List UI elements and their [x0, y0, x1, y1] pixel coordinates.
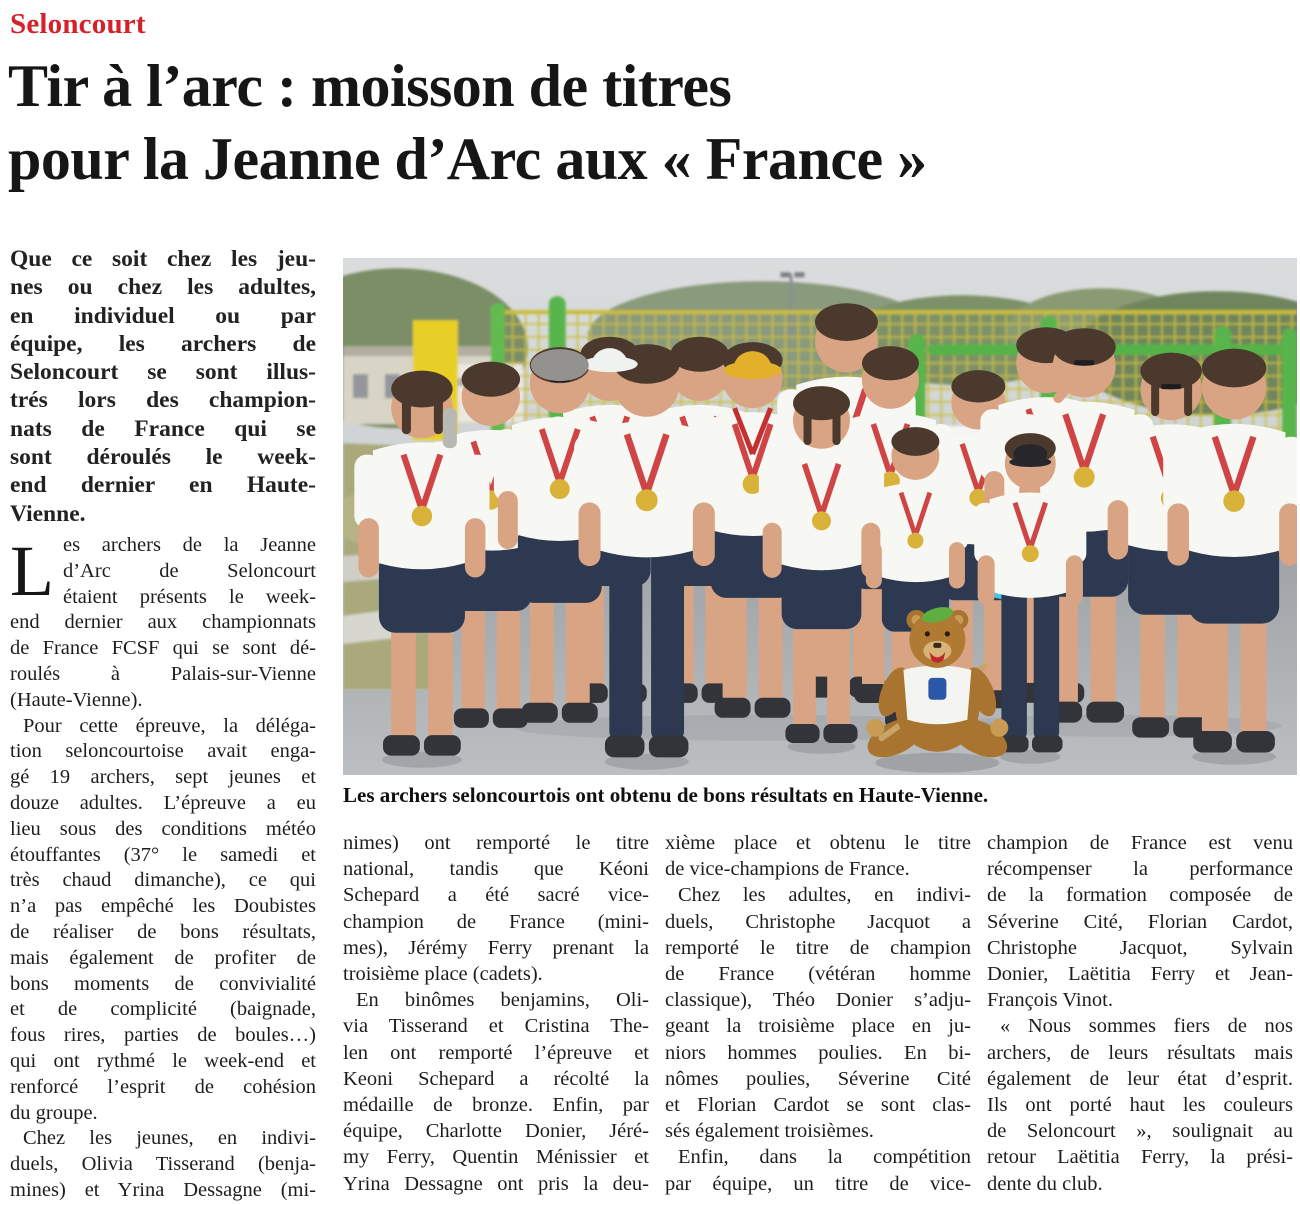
paragraph-competition-equipe: Enfin, dans la compétition par équipe, un titre de vice- — [665, 1146, 971, 1195]
article-column-3 — [665, 830, 971, 1197]
article-column-2 — [343, 830, 649, 1197]
photo-caption: Les archers seloncourtois ont obtenu de bons résultats en Haute-Vienne. — [343, 783, 989, 807]
paragraph-adultes: Chez les adultes, en indivi- duels, Christophe Jacquot a remporté le titre de champion de France (vétéran homme classique), Théo Donier s’adju- geant la troisième place en ju- niors hommes poulies. En bi- nômes poulies, Séverine Cité et Florian Cardot se sont clas- sés également troisièmes. — [665, 884, 971, 1143]
article-photo — [343, 258, 1297, 775]
article-column-4 — [987, 830, 1293, 1197]
article-column-1 — [10, 245, 316, 1204]
section-kicker: Seloncourt — [10, 8, 146, 40]
paragraph-titres-jeunes: nimes) ont remporté le titre national, tandis que Kéoni Schepard a été sacré vice- champion de France (mini- mes), Jérémy Ferry prenant la troisième place (cadets). — [343, 832, 649, 986]
article-headline — [8, 50, 1288, 196]
lead-paragraph: Que ce soit chez les jeu- nes ou chez les adultes, en individuel ou par équipe, les archers de Seloncourt se sont illus- trés lors des champion- nats de France qui se sont déroulés le week- end dernier en Haute- Vienne. — [10, 246, 316, 527]
article-photo-illustration — [343, 258, 1297, 775]
paragraph-dropcap-lines: es archers de la Jeanne d’Arc de Seloncourt étaient présents le week- end dernier aux championnats de France FCSF qui se sont dé- roulés à Palais-sur-Vienne (Haute-Vienne). — [10, 533, 316, 711]
paragraph-dropcap — [10, 530, 316, 714]
paragraph-citation-presidente: « Nous sommes fiers de nos archers, de leurs résultats mais également de leur état d’esprit. Ils ont porté haut les couleurs de Seloncourt », soulignait au retour Laëtitia Ferry, la prési- dente du club. — [987, 1015, 1293, 1195]
headline-line-2: pour la Jeanne d’Arc aux « France » — [8, 126, 927, 192]
paragraph-formation: champion de France est venu récompenser la performance de la formation composée de Séverine Cité, Florian Cardot, Christophe Jacquot, Sylvain Donier, Laëtitia Ferry et Jean- François Vinot. — [987, 832, 1293, 1012]
paragraph-conditions: Pour cette épreuve, la déléga- tion seloncourtoise avait enga- gé 19 archers, sept jeunes et douze adultes. L’épreuve a eu lieu sous des conditions météo étouffantes (37° le samedi et très chaud dimanche), ce qui n’a pas empêché les Doubistes de réaliser de bons résultats, mais également de profiter de bons moments de convivialité et de complicité (baignade, fous rires, parties de boules…) qui ont rythmé le week-end et renforcé l’esprit de cohésion du groupe. — [10, 714, 316, 1124]
headline-line-1: Tir à l’arc : moisson de titres — [8, 53, 732, 119]
drop-cap: L — [10, 530, 54, 611]
paragraph-vice-champions: xième place et obtenu le titre de vice-champions de France. — [665, 832, 971, 881]
paragraph-jeunes: Chez les jeunes, en indivi- duels, Olivia Tisserand (benja- mines) et Yrina Dessagne (mi- — [10, 1127, 316, 1201]
paragraph-binomes-benjamins: En binômes benjamins, Oli- via Tisserand et Cristina The- len ont remporté l’épreuve et Keoni Schepard a récolté la médaille de bronze. Enfin, par équipe, Charlotte Donier, Jéré- my Ferry, Quentin Ménissier et Yrina Dessagne ont pris la deu- — [343, 989, 649, 1195]
